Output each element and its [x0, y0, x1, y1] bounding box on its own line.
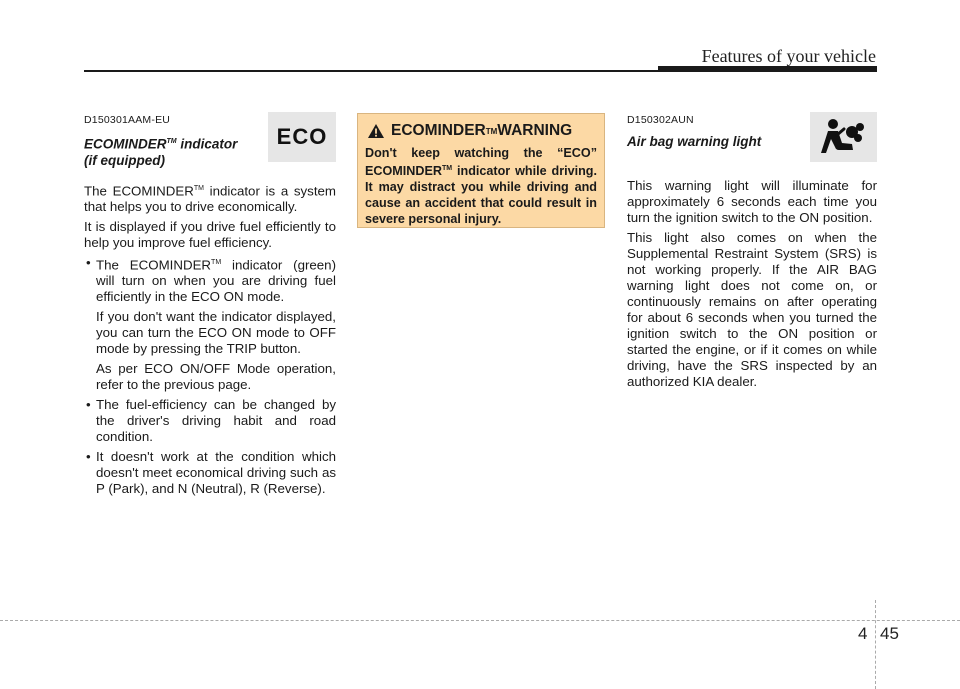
section-heading: Air bag warning light: [627, 134, 762, 149]
airbag-badge: [810, 112, 877, 162]
footer-rule: [0, 620, 960, 621]
section-code: D150301AAM-EU: [84, 114, 171, 126]
bullet-list: [84, 255, 336, 305]
paragraph: It is displayed if you drive fuel efficiently to help you improve fuel efficiency.: [84, 218, 336, 250]
warning-title: ECOMINDER TM WARNING: [367, 122, 597, 140]
section-code: D150302AUN: [627, 114, 694, 126]
header-tab: [658, 66, 877, 72]
list-item: • The ECOMINDER™ indicator (green) will turn on when you are driving fuel efficiently in the ECO ON mode.: [84, 255, 336, 305]
chapter-number: 4: [858, 624, 868, 643]
section-heading: ECOMINDER™ indicator (if equipped): [84, 136, 238, 168]
warning-text: Don't keep watching the “ECO” ECOMINDER™ indicator while driving. It may distract you while driving and cause an accident that could result in severe personal injury.: [365, 146, 597, 227]
paragraph: This warning light will illuminate for approximately 6 seconds each time you turn the ignition switch to the ON position.: [627, 178, 877, 225]
warning-box: [357, 113, 605, 228]
airbag-warning-icon: [820, 117, 868, 157]
page-number: 45: [880, 624, 899, 643]
list-item: • The fuel-efficiency can be changed by the driver's driving habit and road condition.: [84, 397, 336, 445]
eco-indicator-icon: ECO: [268, 112, 336, 162]
left-column: [84, 112, 336, 501]
list-item: • It doesn't work at the condition which doesn't meet economical driving such as P (Park), and N (Neutral), R (Reverse).: [84, 449, 336, 497]
sub-paragraph: As per ECO ON/OFF Mode operation, refer to the previous page.: [96, 361, 336, 393]
intro-paragraph: The ECOMINDER™ indicator is a system that helps you to drive economically.: [84, 182, 336, 214]
footer-divider: [875, 600, 876, 689]
header-title: Features of your vehicle: [701, 46, 876, 66]
bullet-list: [84, 397, 336, 497]
sub-paragraph: If you don't want the indicator displayed, you can turn the ECO ON mode to OFF mode by pressing the TRIP button.: [96, 309, 336, 357]
paragraph: This light also comes on when the Supplemental Restraint System (SRS) is not working properly. If the AIR BAG warning light does not come on, or continuously remains on after operating for about 6 seconds when you turned the ignition switch to the ON position or started the engine, or if it comes on while driving, have the SRS inspected by an authorized KIA dealer.: [627, 230, 877, 389]
warning-triangle-icon: [367, 123, 385, 139]
